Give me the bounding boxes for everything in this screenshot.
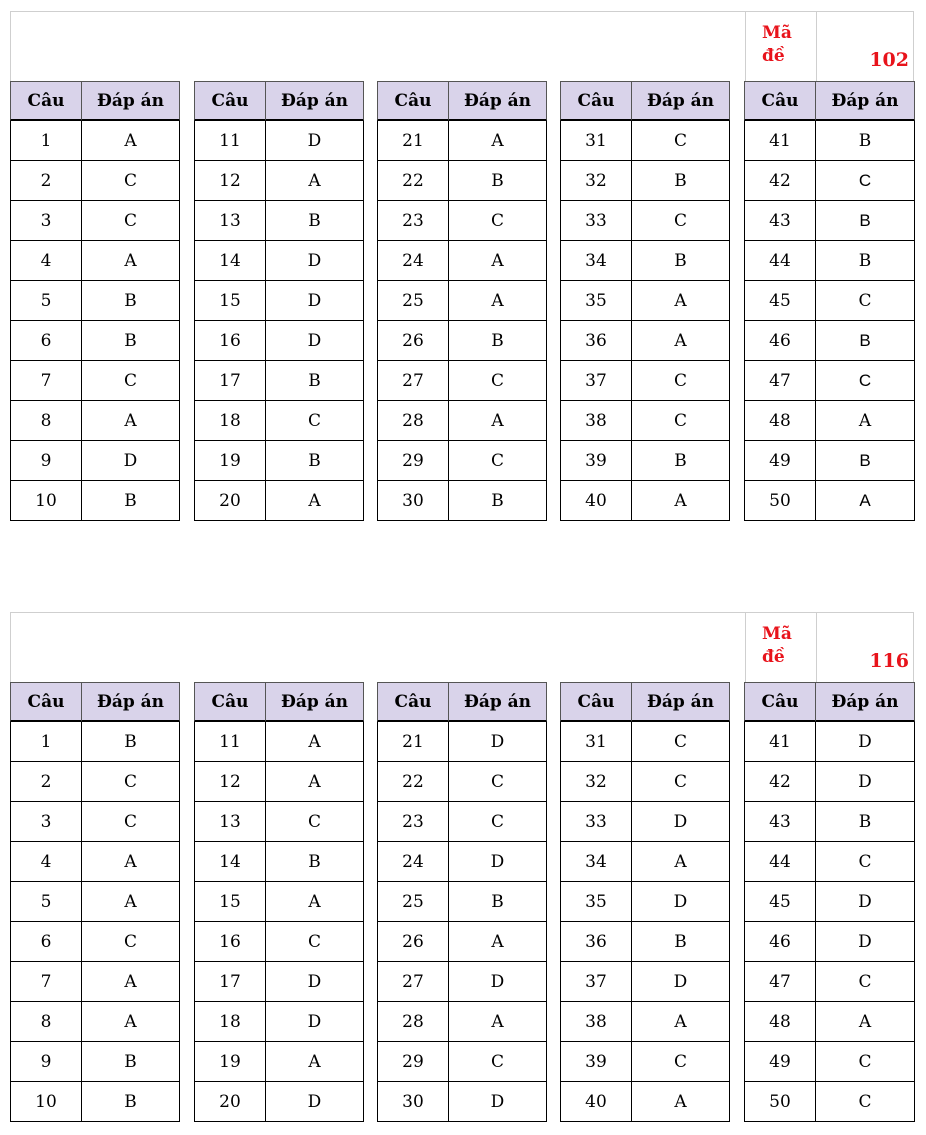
answer-letter: D xyxy=(816,882,915,922)
exam-code-label-cell xyxy=(745,12,816,82)
answer-letter: B xyxy=(816,241,915,281)
question-number: 8 xyxy=(10,401,82,441)
header-question: Câu xyxy=(194,682,266,722)
header-question: Câu xyxy=(377,81,449,121)
question-number: 20 xyxy=(194,481,266,521)
question-number: 42 xyxy=(744,762,816,802)
question-number: 43 xyxy=(744,201,816,241)
question-number: 17 xyxy=(194,361,266,401)
answer-letter: D xyxy=(449,842,547,882)
question-number: 28 xyxy=(377,1002,449,1042)
question-number: 2 xyxy=(10,161,82,201)
answer-key-102 xyxy=(10,11,914,521)
answer-letter: C xyxy=(632,762,730,802)
answer-key-116 xyxy=(10,612,914,1122)
question-number: 33 xyxy=(560,802,632,842)
answer-letter: C xyxy=(816,361,915,401)
answer-letter: C xyxy=(449,441,547,481)
question-number: 10 xyxy=(10,1082,82,1122)
question-number: 46 xyxy=(744,922,816,962)
answer-letter: C xyxy=(449,361,547,401)
header-answer: Đáp án xyxy=(632,81,730,121)
answer-letter: A xyxy=(266,481,364,521)
question-number: 1 xyxy=(10,722,82,762)
answer-letter: A xyxy=(266,161,364,201)
answer-letter: C xyxy=(816,281,915,321)
answer-letter: A xyxy=(449,922,547,962)
exam-code-label: Mã đề xyxy=(762,23,792,66)
header-answer: Đáp án xyxy=(82,682,180,722)
answer-letter: B xyxy=(816,802,915,842)
question-number: 50 xyxy=(744,481,816,521)
answer-letter: D xyxy=(266,121,364,161)
question-number: 38 xyxy=(560,401,632,441)
question-number: 47 xyxy=(744,962,816,1002)
answer-letter: B xyxy=(632,441,730,481)
answer-letter: C xyxy=(266,802,364,842)
question-number: 22 xyxy=(377,161,449,201)
answer-letter: B xyxy=(266,201,364,241)
question-number: 24 xyxy=(377,842,449,882)
question-number: 35 xyxy=(560,882,632,922)
question-number: 36 xyxy=(560,922,632,962)
answer-letter: A xyxy=(82,401,180,441)
answer-letter: B xyxy=(816,201,915,241)
answer-letter: A xyxy=(266,1042,364,1082)
answer-letter: C xyxy=(449,201,547,241)
answer-letter: B xyxy=(632,922,730,962)
question-number: 26 xyxy=(377,922,449,962)
question-number: 38 xyxy=(560,1002,632,1042)
question-number: 21 xyxy=(377,722,449,762)
question-number: 9 xyxy=(10,441,82,481)
answer-letter: A xyxy=(449,281,547,321)
answer-letter: C xyxy=(632,1042,730,1082)
answer-letter: B xyxy=(632,161,730,201)
answer-letter: D xyxy=(632,802,730,842)
question-number: 26 xyxy=(377,321,449,361)
question-number: 19 xyxy=(194,441,266,481)
question-number: 45 xyxy=(744,882,816,922)
question-number: 25 xyxy=(377,882,449,922)
answer-letter: C xyxy=(449,762,547,802)
question-number: 22 xyxy=(377,762,449,802)
answer-letter: D xyxy=(266,1082,364,1122)
exam-code-value: 116 xyxy=(869,650,909,672)
question-number: 24 xyxy=(377,241,449,281)
answer-letter: C xyxy=(632,401,730,441)
answer-letter: C xyxy=(266,922,364,962)
question-number: 3 xyxy=(10,201,82,241)
header-question: Câu xyxy=(10,682,82,722)
answer-letter: B xyxy=(449,161,547,201)
header-question: Câu xyxy=(10,81,82,121)
question-number: 2 xyxy=(10,762,82,802)
question-number: 35 xyxy=(560,281,632,321)
question-number: 19 xyxy=(194,1042,266,1082)
question-number: 23 xyxy=(377,201,449,241)
answer-letter: D xyxy=(266,241,364,281)
answer-letter: B xyxy=(82,722,180,762)
question-number: 27 xyxy=(377,361,449,401)
question-number: 29 xyxy=(377,441,449,481)
answer-letter: C xyxy=(632,722,730,762)
header-question: Câu xyxy=(377,682,449,722)
answer-letter: A xyxy=(449,121,547,161)
question-number: 29 xyxy=(377,1042,449,1082)
exam-code-value-cell xyxy=(816,613,915,683)
question-number: 31 xyxy=(560,121,632,161)
question-number: 17 xyxy=(194,962,266,1002)
question-number: 44 xyxy=(744,842,816,882)
question-number: 18 xyxy=(194,1002,266,1042)
question-number: 9 xyxy=(10,1042,82,1082)
answer-letter: B xyxy=(82,1042,180,1082)
answer-letter: B xyxy=(816,441,915,481)
question-number: 37 xyxy=(560,962,632,1002)
answer-letter: A xyxy=(266,722,364,762)
answer-letter: A xyxy=(266,882,364,922)
answer-letter: C xyxy=(266,401,364,441)
question-number: 12 xyxy=(194,762,266,802)
answer-letter: D xyxy=(449,962,547,1002)
question-number: 23 xyxy=(377,802,449,842)
header-question: Câu xyxy=(194,81,266,121)
answer-letter: D xyxy=(449,722,547,762)
answer-letter: A xyxy=(816,401,915,441)
question-number: 5 xyxy=(10,281,82,321)
question-number: 42 xyxy=(744,161,816,201)
answer-letter: D xyxy=(266,281,364,321)
header-question: Câu xyxy=(560,81,632,121)
question-number: 16 xyxy=(194,922,266,962)
question-number: 30 xyxy=(377,481,449,521)
question-number: 13 xyxy=(194,201,266,241)
question-number: 41 xyxy=(744,121,816,161)
question-number: 1 xyxy=(10,121,82,161)
question-number: 4 xyxy=(10,241,82,281)
exam-code-value-cell xyxy=(816,12,915,82)
answer-letter: A xyxy=(632,481,730,521)
question-number: 48 xyxy=(744,1002,816,1042)
question-number: 20 xyxy=(194,1082,266,1122)
answer-letter: C xyxy=(816,962,915,1002)
answer-letter: A xyxy=(449,241,547,281)
header-answer: Đáp án xyxy=(266,81,364,121)
question-number: 39 xyxy=(560,441,632,481)
header-question: Câu xyxy=(744,81,816,121)
answer-letter: A xyxy=(82,882,180,922)
answer-letter: A xyxy=(82,1002,180,1042)
header-answer: Đáp án xyxy=(632,682,730,722)
answer-letter: A xyxy=(82,962,180,1002)
question-number: 7 xyxy=(10,361,82,401)
question-number: 34 xyxy=(560,842,632,882)
header-answer: Đáp án xyxy=(816,81,915,121)
question-number: 30 xyxy=(377,1082,449,1122)
header-question: Câu xyxy=(744,682,816,722)
exam-code-label: Mã đề xyxy=(762,624,792,667)
answer-letter: A xyxy=(266,762,364,802)
question-number: 11 xyxy=(194,121,266,161)
question-number: 40 xyxy=(560,1082,632,1122)
answer-letter: D xyxy=(816,922,915,962)
question-number: 33 xyxy=(560,201,632,241)
header-answer: Đáp án xyxy=(816,682,915,722)
answer-letter: D xyxy=(82,441,180,481)
answer-letter: A xyxy=(816,1002,915,1042)
answer-letter: B xyxy=(266,361,364,401)
answer-letter: A xyxy=(449,401,547,441)
question-number: 18 xyxy=(194,401,266,441)
question-number: 41 xyxy=(744,722,816,762)
answer-letter: A xyxy=(632,281,730,321)
answer-letter: A xyxy=(816,481,915,521)
answer-letter: C xyxy=(632,121,730,161)
answer-letter: B xyxy=(449,481,547,521)
question-number: 6 xyxy=(10,922,82,962)
answer-letter: B xyxy=(816,321,915,361)
question-number: 13 xyxy=(194,802,266,842)
answer-letter: D xyxy=(266,1002,364,1042)
answer-letter: B xyxy=(816,121,915,161)
question-number: 39 xyxy=(560,1042,632,1082)
header-answer: Đáp án xyxy=(449,682,547,722)
answer-letter: B xyxy=(82,321,180,361)
answer-letter: D xyxy=(816,722,915,762)
answer-letter: D xyxy=(632,962,730,1002)
answer-letter: B xyxy=(82,281,180,321)
question-number: 27 xyxy=(377,962,449,1002)
answer-letter: A xyxy=(82,842,180,882)
answer-letter: B xyxy=(449,321,547,361)
exam-code-label-cell xyxy=(745,613,816,683)
question-number: 50 xyxy=(744,1082,816,1122)
answer-letter: B xyxy=(449,882,547,922)
question-number: 6 xyxy=(10,321,82,361)
question-number: 46 xyxy=(744,321,816,361)
header-question: Câu xyxy=(560,682,632,722)
answer-letter: B xyxy=(266,842,364,882)
answer-grid xyxy=(10,682,914,1122)
header-answer: Đáp án xyxy=(266,682,364,722)
exam-code-value: 102 xyxy=(869,49,909,71)
question-number: 49 xyxy=(744,441,816,481)
question-number: 40 xyxy=(560,481,632,521)
header-answer: Đáp án xyxy=(82,81,180,121)
answer-letter: C xyxy=(82,802,180,842)
answer-letter: A xyxy=(632,321,730,361)
header-answer: Đáp án xyxy=(449,81,547,121)
question-number: 34 xyxy=(560,241,632,281)
answer-letter: B xyxy=(632,241,730,281)
answer-letter: C xyxy=(632,361,730,401)
question-number: 12 xyxy=(194,161,266,201)
question-number: 48 xyxy=(744,401,816,441)
answer-letter: D xyxy=(816,762,915,802)
answer-letter: B xyxy=(266,441,364,481)
answer-letter: A xyxy=(632,1082,730,1122)
answer-letter: D xyxy=(266,321,364,361)
question-number: 21 xyxy=(377,121,449,161)
exam-code-row xyxy=(10,612,914,682)
question-number: 45 xyxy=(744,281,816,321)
answer-letter: C xyxy=(816,842,915,882)
question-number: 4 xyxy=(10,842,82,882)
question-number: 15 xyxy=(194,882,266,922)
answer-letter: A xyxy=(632,842,730,882)
answer-grid xyxy=(10,81,914,521)
question-number: 49 xyxy=(744,1042,816,1082)
answer-letter: C xyxy=(82,361,180,401)
question-number: 43 xyxy=(744,802,816,842)
answer-letter: D xyxy=(632,882,730,922)
question-number: 15 xyxy=(194,281,266,321)
answer-letter: A xyxy=(632,1002,730,1042)
answer-letter: C xyxy=(82,161,180,201)
question-number: 16 xyxy=(194,321,266,361)
answer-letter: D xyxy=(266,962,364,1002)
question-number: 14 xyxy=(194,842,266,882)
question-number: 44 xyxy=(744,241,816,281)
answer-letter: C xyxy=(82,201,180,241)
answer-letter: A xyxy=(449,1002,547,1042)
answer-letter: C xyxy=(816,161,915,201)
answer-letter: B xyxy=(82,1082,180,1122)
answer-letter: B xyxy=(82,481,180,521)
question-number: 8 xyxy=(10,1002,82,1042)
question-number: 47 xyxy=(744,361,816,401)
question-number: 32 xyxy=(560,161,632,201)
question-number: 37 xyxy=(560,361,632,401)
answer-letter: C xyxy=(82,922,180,962)
answer-letter: D xyxy=(449,1082,547,1122)
question-number: 31 xyxy=(560,722,632,762)
question-number: 28 xyxy=(377,401,449,441)
answer-letter: C xyxy=(632,201,730,241)
answer-letter: C xyxy=(449,802,547,842)
question-number: 11 xyxy=(194,722,266,762)
question-number: 3 xyxy=(10,802,82,842)
answer-letter: C xyxy=(82,762,180,802)
exam-code-row xyxy=(10,11,914,81)
question-number: 32 xyxy=(560,762,632,802)
question-number: 25 xyxy=(377,281,449,321)
answer-letter: A xyxy=(82,241,180,281)
answer-letter: C xyxy=(816,1042,915,1082)
answer-letter: C xyxy=(816,1082,915,1122)
answer-letter: C xyxy=(449,1042,547,1082)
answer-letter: A xyxy=(82,121,180,161)
question-number: 7 xyxy=(10,962,82,1002)
question-number: 36 xyxy=(560,321,632,361)
question-number: 14 xyxy=(194,241,266,281)
question-number: 5 xyxy=(10,882,82,922)
question-number: 10 xyxy=(10,481,82,521)
